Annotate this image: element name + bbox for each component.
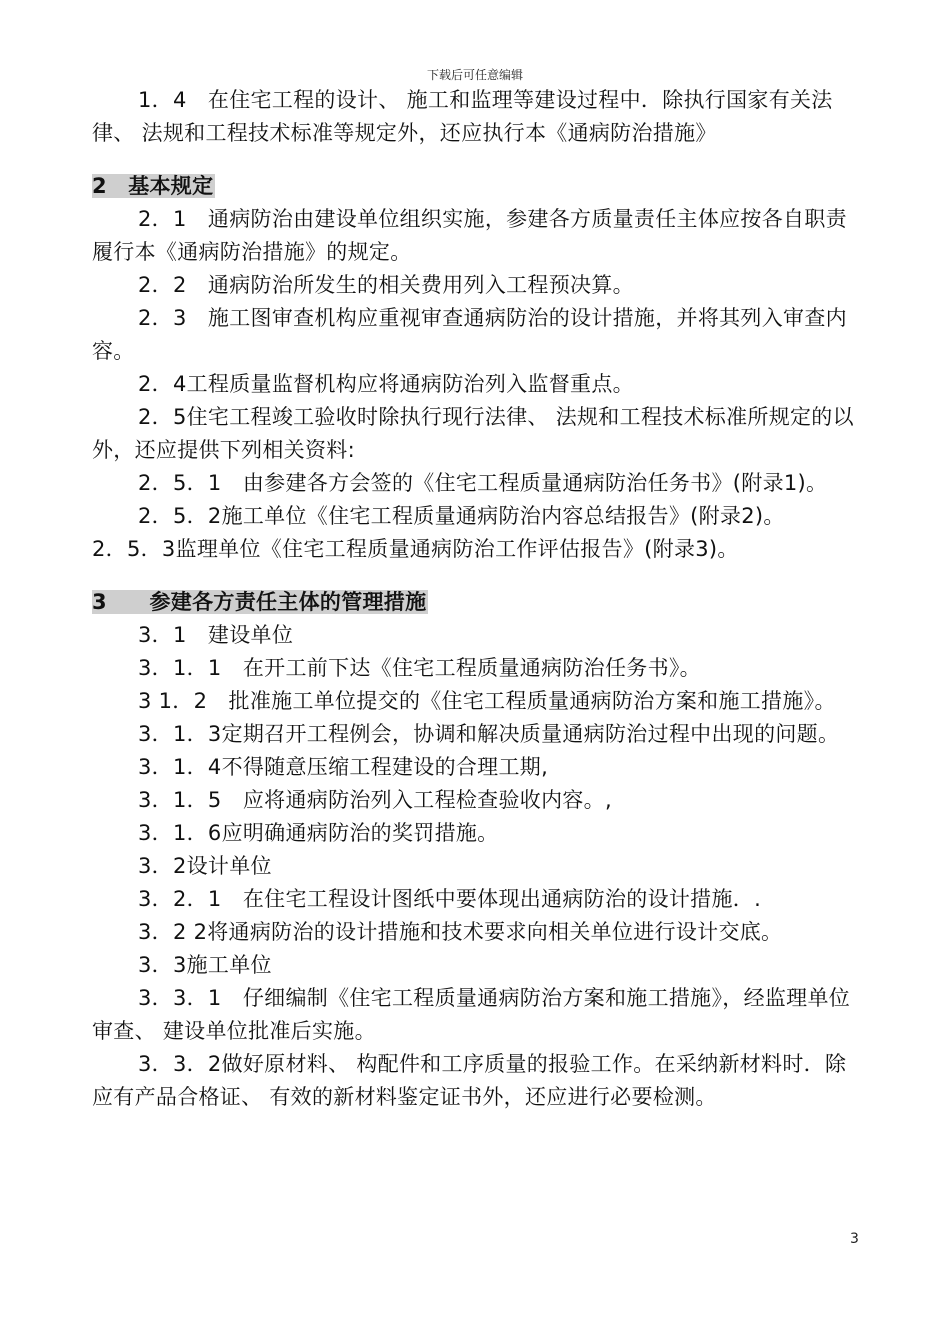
paragraph-3-1-3: 3．1．3定期召开工程例会，协调和解决质量通病防治过程中出现的问题。 bbox=[138, 722, 840, 746]
paragraph-3-3-2: 3．3．2做好原材料、 构配件和工序质量的报验工作。在采纳新材料时．除应有产品合格证、 有效的新材料鉴定证书外，还应进行必要检测。 bbox=[92, 1052, 847, 1109]
paragraph-2-2: 2．2 通病防治所发生的相关费用列入工程预决算。 bbox=[138, 273, 634, 297]
paragraph-2-5-3: 2．5．3监理单位《住宅工程质量通病防治工作评估报告》(附录3)。 bbox=[92, 537, 739, 561]
section-heading-3: 3 参建各方责任主体的管理措施 bbox=[92, 590, 427, 614]
paragraph-2-5-1: 2．5．1 由参建各方会签的《住宅工程质量通病防治任务书》(附录1)。 bbox=[138, 471, 828, 495]
page-header: 下载后可任意编辑 bbox=[426, 68, 523, 82]
paragraph-1-4: 1．4 在住宅工程的设计、 施工和监理等建设过程中．除执行国家有关法律、 法规和工程技术标准等规定外，还应执行本《通病防治措施》 bbox=[92, 88, 833, 145]
paragraph-2-5-2: 2．5．2施工单位《住宅工程质量通病防治内容总结报告》(附录2)。 bbox=[138, 504, 785, 528]
paragraph-3-2: 3．2设计单位 bbox=[138, 854, 272, 878]
paragraph-2-1: 2．1 通病防治由建设单位组织实施，参建各方质量责任主体应按各自职责履行本《通病防治措施》的规定。 bbox=[92, 207, 847, 264]
document-body bbox=[92, 84, 862, 1114]
paragraph-3-1: 3．1 建设单位 bbox=[138, 623, 294, 647]
paragraph-2-5: 2．5住宅工程竣工验收时除执行现行法律、 法规和工程技术标准所规定的以外，还应提供下列相关资料: bbox=[92, 405, 854, 462]
paragraph-3-3-1: 3．3．1 仔细编制《住宅工程质量通病防治方案和施工措施》，经监理单位审查、 建设单位批准后实施。 bbox=[92, 986, 851, 1043]
paragraph-2-4: 2．4工程质量监督机构应将通病防治列入监督重点。 bbox=[138, 372, 634, 396]
section-heading-2: 2 基本规定 bbox=[92, 174, 214, 198]
paragraph-3-1-2: 3 1．2 批准施工单位提交的《住宅工程质量通病防治方案和施工措施》。 bbox=[138, 689, 836, 713]
paragraph-3-1-1: 3．1．1 在开工前下达《住宅工程质量通病防治任务书》。 bbox=[138, 656, 701, 680]
paragraph-3-1-6: 3．1．6应明确通病防治的奖罚措施。 bbox=[138, 821, 499, 845]
paragraph-2-3: 2．3 施工图审查机构应重视审查通病防治的设计措施，并将其列入审查内容。 bbox=[92, 306, 847, 363]
paragraph-3-2-1: 3．2．1 在住宅工程设计图纸中要体现出通病防治的设计措施．. bbox=[138, 887, 762, 911]
paragraph-3-1-4: 3．1．4不得随意压缩工程建设的合理工期, bbox=[138, 755, 549, 779]
paragraph-3-3: 3．3施工单位 bbox=[138, 953, 272, 977]
paragraph-3-2-2: 3．2 2将通病防治的设计措施和技术要求向相关单位进行设计交底。 bbox=[138, 920, 783, 944]
page-number: 3 bbox=[850, 1231, 859, 1247]
paragraph-3-1-5: 3．1．5 应将通病防治列入工程检查验收内容。, bbox=[138, 788, 612, 812]
